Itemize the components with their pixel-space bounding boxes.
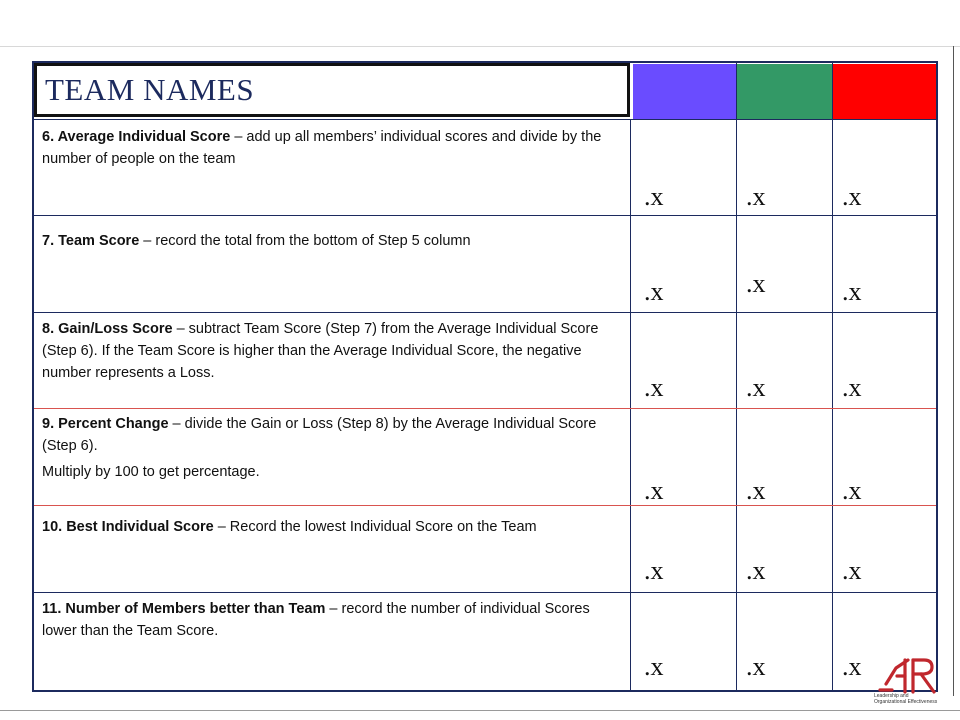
team-value: .x — [746, 182, 766, 211]
row-divider — [34, 505, 936, 506]
team-value: .x — [644, 652, 664, 681]
step-heading: Best Individual Score — [66, 519, 214, 535]
table-row-description — [42, 413, 622, 483]
team-value: .x — [746, 269, 766, 298]
step-number: 9. — [42, 416, 55, 432]
team-value: .x — [746, 476, 766, 505]
team-value: .x — [644, 373, 664, 402]
team-value: .x — [644, 476, 664, 505]
team-value: .x — [842, 556, 862, 585]
step-heading: Percent Change — [58, 416, 169, 432]
step-number: 11. — [42, 601, 62, 617]
step-number: 7. — [42, 233, 55, 249]
step-number: 10. — [42, 519, 63, 535]
step-heading: Average Individual Score — [57, 129, 231, 145]
team-value: .x — [842, 476, 862, 505]
bottom-rule — [0, 710, 960, 711]
team-value: .x — [644, 277, 664, 306]
step-instructions: – Record the lowest Individual Score on the Team — [213, 519, 537, 535]
team-value: .x — [842, 182, 862, 211]
step-heading: Team Score — [58, 233, 140, 249]
table-row-description — [42, 126, 622, 170]
column-divider — [832, 63, 833, 690]
table-row-description — [42, 516, 622, 538]
team-value: .x — [746, 652, 766, 681]
team-value: .x — [746, 556, 766, 585]
table-row-description — [42, 598, 622, 642]
team-value: .x — [644, 556, 664, 585]
table-row-description — [42, 230, 622, 252]
right-rule — [953, 46, 954, 696]
row-divider — [34, 119, 936, 120]
row-divider — [34, 408, 936, 409]
step-instructions: – record the number of individual Scores lower than the Team Score. — [42, 601, 590, 639]
step-note: Multiply by 100 to get percentage. — [42, 464, 260, 480]
step-instructions: – record the total from the bottom of Step 5 column — [139, 233, 471, 249]
team-color-swatch-2 — [737, 64, 832, 119]
step-instructions: – add up all members’ individual scores and divide by the number of people on the team — [42, 129, 602, 167]
team-value: .x — [842, 277, 862, 306]
column-divider — [736, 63, 737, 690]
column-divider — [630, 119, 631, 690]
step-heading: Gain/Loss Score — [58, 321, 173, 337]
step-instructions: – divide the Gain or Loss (Step 8) by the Average Individual Score (Step 6). — [42, 416, 597, 454]
team-value: .x — [644, 182, 664, 211]
team-value: .x — [746, 373, 766, 402]
team-color-swatch-3 — [833, 64, 936, 119]
team-value: .x — [842, 652, 862, 681]
row-divider — [34, 312, 936, 313]
top-rule — [0, 46, 960, 47]
step-instructions: – subtract Team Score (Step 7) from the Average Individual Score (Step 6). If the Team Score is higher than the Average Individual Score, the negative number represents a Loss. — [42, 321, 599, 381]
team-color-swatch-1 — [633, 64, 736, 119]
team-value: .x — [842, 373, 862, 402]
table-row-description — [42, 318, 622, 384]
page-title: TEAM NAMES — [34, 63, 630, 117]
step-number: 6. — [42, 129, 55, 145]
step-number: 8. — [42, 321, 55, 337]
row-divider — [34, 592, 936, 593]
row-divider — [34, 215, 936, 216]
step-heading: Number of Members better than Team — [65, 601, 326, 617]
logo-caption: Leadership and Organizational Effectiveness — [874, 693, 938, 705]
